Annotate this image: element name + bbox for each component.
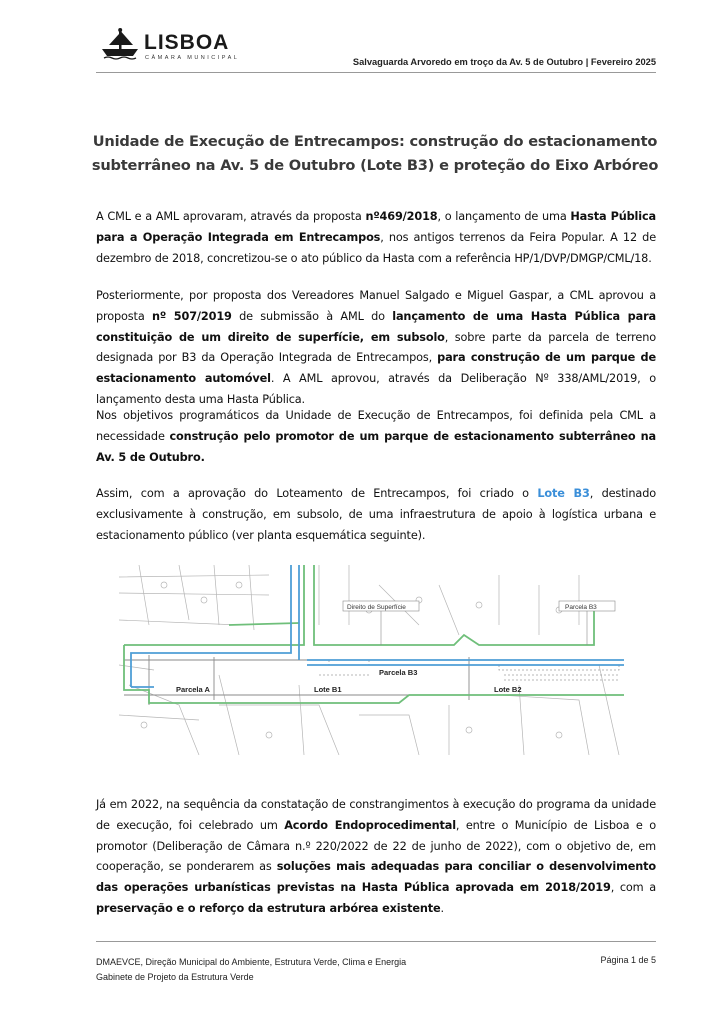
footer-department: DMAEVCE, Direção Municipal do Ambiente, Estrutura Verde, Clima e Energia: [96, 957, 407, 967]
p4-text: Assim, com a aprovação do Loteamento de Entrecampos, foi criado o: [96, 487, 538, 500]
p1-text: A CML e a AML aprovaram, através da proposta: [96, 210, 366, 223]
header-divider: [96, 72, 656, 73]
lote-b3-link[interactable]: Lote B3: [537, 487, 590, 500]
label-direito-superficie: Direito de Superfície: [347, 604, 406, 611]
label-lote-b1: Lote B1: [314, 685, 342, 694]
p1-text: , o lançamento de uma: [437, 210, 571, 223]
logo-text: LISBOA: [144, 31, 230, 54]
paragraph-2: [96, 286, 656, 411]
p5-bold-acordo: Acordo Endoprocedimental: [284, 818, 456, 832]
p3-text: Nos objetivos programáticos da Unidade de Execução de Entrecampos, foi definida pela CML a necessidade: [96, 409, 656, 443]
document-reference: Salvaguarda Arvoredo em troço da Av. 5 de Outubro | Fevereiro 2025: [352, 57, 656, 67]
p2-bold-hasta: lançamento de uma Hasta Pública para constituição de um direito de superfície, em subsolo: [96, 309, 656, 344]
label-parcela-b3: Parcela B3: [379, 668, 418, 677]
label-lote-b2: Lote B2: [494, 685, 522, 694]
p5-bold-solucoes: soluções mais adequadas para conciliar o desenvolvimento das operações urbanísticas previstas na Hasta Pública aprovada em 2018/2019: [96, 860, 656, 895]
p5-text: , com a: [610, 881, 656, 895]
p1-bold-hasta: Hasta Pública para a Operação Integrada em Entrecampos: [96, 210, 656, 244]
lisboa-logo: [100, 27, 240, 67]
p5-bold-preservacao: preservação e o reforço da estrutura arbórea existente: [96, 901, 441, 915]
label-parcela-b3-top: Parcela B3: [565, 604, 597, 611]
lisboa-ship-icon: [100, 27, 140, 61]
schematic-plan: [119, 565, 629, 755]
p4-text: , destinado exclusivamente à construção, em subsolo, de uma infraestrutura de apoio à logística urbana e estacionamento público (ver planta esquemática seguinte).: [96, 487, 656, 542]
p2-text: Posteriormente, por proposta dos Vereadores Manuel Salgado e Miguel Gaspar, a CML aprovou a proposta: [96, 289, 656, 323]
footer-office: Gabinete de Projeto da Estrutura Verde: [96, 972, 254, 982]
p1-text: , nos antigos terrenos da Feira Popular. A 12 de dezembro de 2018, concretizou-se o ato público da Hasta com a referência HP/1/DVP/DMGP/CML/18.: [96, 230, 656, 265]
paragraph-3: [96, 406, 656, 468]
p2-text: de submissão à AML do: [231, 309, 393, 323]
p2-text: . A AML aprovou, através da Deliberação Nº 338/AML/2019, o lançamento desta uma Hasta Pública.: [96, 372, 656, 406]
footer-divider: [96, 941, 656, 942]
p5-text: .: [440, 901, 444, 915]
p3-bold-construction: construção pelo promotor de um parque de estacionamento subterrâneo na Av. 5 de Outubro.: [96, 429, 656, 464]
page-number: Página 1 de 5: [600, 955, 656, 965]
logo-subtext: CÂMARA MUNICIPAL: [145, 55, 240, 61]
p1-bold-proposal: nº469/2018: [365, 210, 438, 223]
p5-text: , entre o Município de Lisboa e o promotor (Deliberação de Câmara n.º 220/2022 de 22 de junho de 2022), com o objetivo de, em cooperação, se ponderarem as: [96, 818, 656, 874]
p2-text: , sobre parte da parcela de terreno designada por B3 da Operação Integrada de Entrecampos,: [96, 330, 656, 365]
footer-left: [96, 955, 406, 985]
paragraph-1: [96, 207, 656, 269]
title-line-2: subterrâneo na Av. 5 de Outubro (Lote B3) e proteção do Eixo Arbóreo: [91, 157, 659, 174]
p2-bold-parking: para construção de um parque de estacionamento automóvel: [96, 351, 656, 386]
p2-bold-proposal: nº 507/2019: [151, 309, 232, 323]
p5-text: Já em 2022, na sequência da constatação de constrangimentos à execução do programa da unidade de execução, foi celebrado um: [96, 798, 656, 832]
document-title: [90, 130, 660, 178]
title-line-1: Unidade de Execução de Entrecampos: construção do estacionamento: [92, 133, 658, 150]
label-parcela-a: Parcela A: [176, 685, 210, 694]
paragraph-4: [96, 484, 656, 546]
paragraph-5: [96, 795, 656, 920]
